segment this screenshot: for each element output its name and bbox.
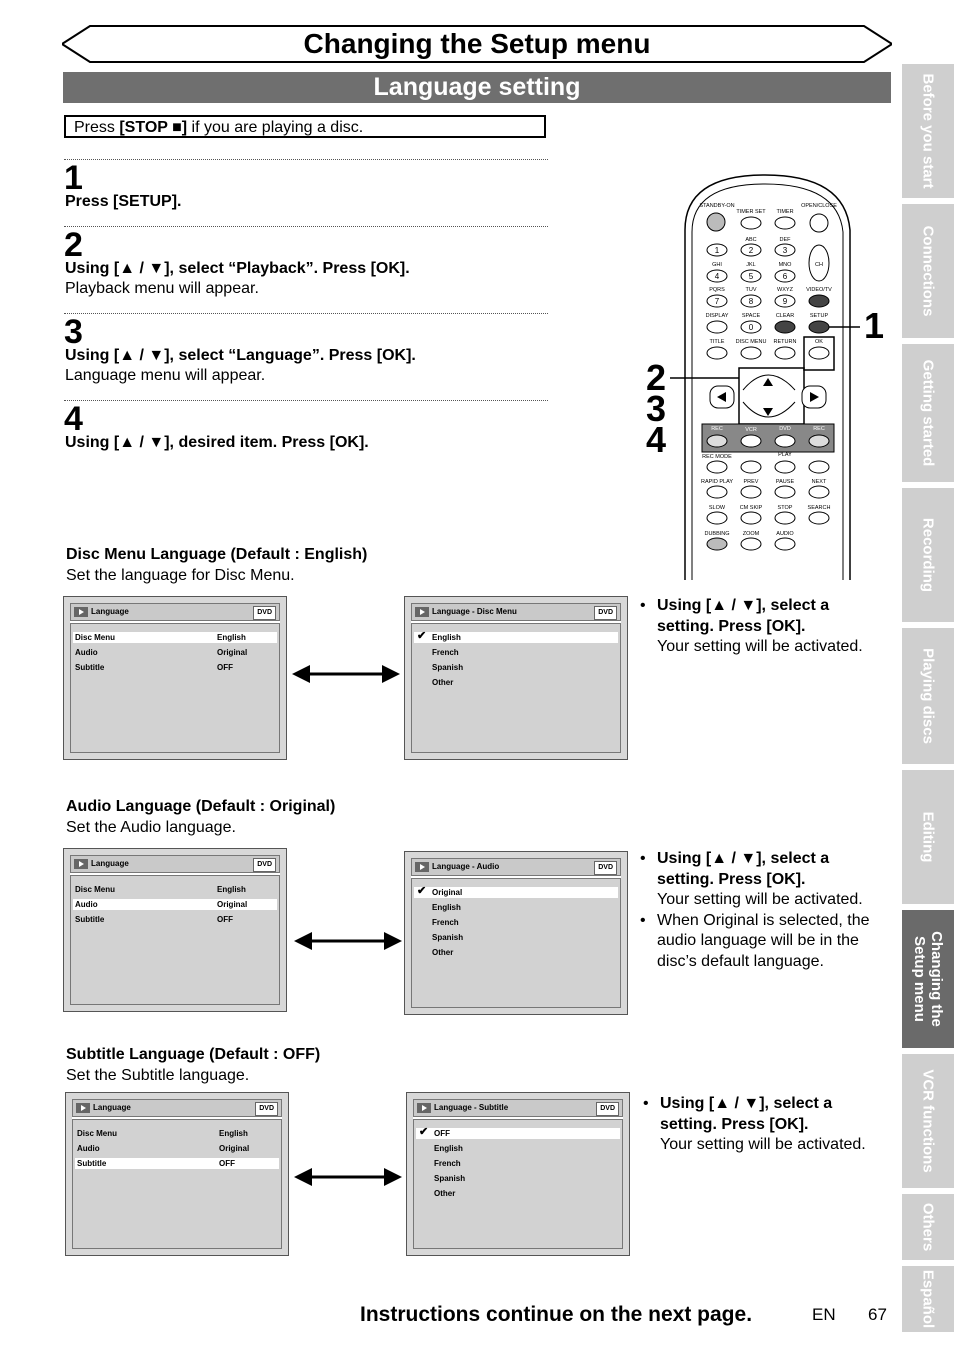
- option-row[interactable]: [414, 932, 618, 943]
- subsection-description: Set the language for Disc Menu.: [66, 567, 295, 584]
- disc-menu-button[interactable]: [741, 347, 761, 359]
- remote-label: TIMER: [776, 209, 794, 215]
- option-row[interactable]: [414, 947, 618, 958]
- step-number: 3: [64, 313, 83, 351]
- side-tab-connections[interactable]: [902, 204, 954, 338]
- step-number: 1: [64, 159, 83, 197]
- play-icon: [415, 862, 429, 872]
- dvd-badge: DVD: [253, 858, 276, 872]
- screen-header: [413, 1099, 623, 1117]
- bullet-item: [640, 849, 885, 911]
- option-row[interactable]: [414, 887, 618, 898]
- remote-label: SETUP: [809, 313, 829, 319]
- subsection-title: Subtitle Language (Default : OFF): [66, 1046, 321, 1063]
- option-row[interactable]: [416, 1173, 620, 1184]
- screen-title: Language - Audio: [432, 862, 500, 871]
- page-number: 67: [868, 1305, 887, 1324]
- stop-note: [64, 115, 546, 138]
- menu-row[interactable]: [73, 899, 277, 910]
- option-row[interactable]: [414, 917, 618, 928]
- subtitle-heading: [66, 1044, 320, 1086]
- play-icon: [415, 607, 429, 617]
- remote-label: JKL: [746, 262, 756, 268]
- row-label: Disc Menu: [75, 633, 116, 642]
- option-row[interactable]: [414, 677, 618, 688]
- option-label: OFF: [434, 1129, 450, 1138]
- row-value: English: [217, 633, 246, 642]
- step-2-instruction: Using [▲ / ▼], select “Playback”. Press [OK].: [65, 260, 410, 277]
- remote-label: REC: [711, 426, 723, 432]
- callout-1: 1: [864, 305, 885, 346]
- row-label: Audio: [75, 648, 98, 657]
- option-row[interactable]: [416, 1158, 620, 1169]
- step-4-instruction: Using [▲ / ▼], desired item. Press [OK].: [65, 434, 369, 451]
- remote-label: CLEAR: [775, 313, 795, 319]
- side-tab-label: Español: [919, 1269, 937, 1329]
- side-tab-label: Changing the Setup menu: [911, 931, 945, 1027]
- row-value: OFF: [219, 1159, 235, 1168]
- step-number: 4: [64, 400, 83, 438]
- bullet-text: Your setting will be activated.: [660, 1136, 866, 1153]
- row-label: Disc Menu: [77, 1129, 118, 1138]
- subsection-title: Audio Language (Default : Original): [66, 798, 336, 815]
- side-tab-label: Others: [919, 1202, 937, 1252]
- play-icon: [74, 859, 88, 869]
- row-value: OFF: [217, 915, 233, 924]
- remote-label: DUBBING: [704, 531, 730, 537]
- remote-label: PREV: [743, 479, 759, 485]
- bullet-text: When Original is selected, the audio language will be in the disc’s default language.: [657, 911, 870, 970]
- step-number: 2: [64, 226, 83, 264]
- side-tab-editing[interactable]: [902, 770, 954, 904]
- remote-control-illustration: [640, 160, 890, 580]
- remote-label: PQRS: [709, 287, 725, 293]
- side-tab-espanol[interactable]: [902, 1266, 954, 1332]
- option-label: French: [432, 648, 459, 657]
- menu-row[interactable]: [75, 1158, 279, 1169]
- digit-4-button[interactable]: 4: [714, 272, 720, 281]
- side-tab-label: Recording: [919, 517, 937, 593]
- divider: [64, 226, 548, 227]
- option-label: Original: [432, 888, 463, 897]
- side-tab-before-you-start[interactable]: [902, 64, 954, 198]
- remote-label: DVD: [779, 426, 791, 432]
- return-button[interactable]: [775, 347, 795, 359]
- remote-label: SLOW: [708, 505, 726, 511]
- screen-header: [411, 858, 621, 876]
- menu-row[interactable]: [75, 1128, 279, 1139]
- remote-label: OK: [815, 339, 823, 345]
- row-label: Audio: [75, 900, 98, 909]
- remote-label: OPEN/CLOSE: [801, 203, 837, 209]
- digit-7-button[interactable]: 7: [714, 297, 720, 306]
- row-value: English: [217, 885, 246, 894]
- checkmark-icon: ✔: [419, 1126, 429, 1138]
- timer-button[interactable]: [775, 217, 795, 229]
- remote-label: RETURN: [773, 339, 797, 345]
- audio-heading: [66, 796, 335, 838]
- side-tab-label: Getting started: [919, 359, 937, 467]
- subsection-description: Set the Audio language.: [66, 819, 236, 836]
- language-menu-screen: [63, 848, 287, 1012]
- dvd-badge: DVD: [255, 1102, 278, 1116]
- remote-label: WXYZ: [777, 287, 793, 293]
- checkmark-icon: ✔: [417, 885, 427, 897]
- open-close-button[interactable]: [810, 214, 828, 232]
- video-tv-button[interactable]: [809, 295, 829, 307]
- row-label: Disc Menu: [75, 885, 116, 894]
- menu-row[interactable]: [73, 884, 277, 895]
- menu-row[interactable]: [73, 632, 277, 643]
- side-tab-others[interactable]: [902, 1194, 954, 1260]
- clear-button[interactable]: [775, 321, 795, 333]
- digit-0-button[interactable]: 0: [748, 323, 754, 332]
- remote-label: RAPID PLAY: [701, 479, 733, 485]
- row-label: Subtitle: [75, 663, 105, 672]
- option-label: English: [432, 903, 461, 912]
- side-tab-vcr-functions[interactable]: [902, 1054, 954, 1188]
- language-code: EN: [812, 1305, 836, 1324]
- bullet-item: [643, 1094, 888, 1156]
- row-value: Original: [217, 648, 248, 657]
- side-tab-playing-discs[interactable]: [902, 628, 954, 764]
- digit-3-button[interactable]: 3: [782, 246, 788, 255]
- remote-label: MNO: [778, 262, 792, 268]
- step-4-text: [65, 433, 369, 453]
- option-row[interactable]: [414, 647, 618, 658]
- digit-5-button[interactable]: 5: [748, 272, 754, 281]
- row-label: Audio: [77, 1144, 100, 1153]
- option-row[interactable]: [416, 1143, 620, 1154]
- section-title: Language setting: [63, 72, 891, 103]
- remote-label: DEF: [779, 237, 791, 243]
- digit-6-button[interactable]: 6: [782, 272, 788, 281]
- double-arrow-icon: [292, 664, 400, 684]
- step-3-result: Language menu will appear.: [65, 367, 266, 384]
- side-tab-label: Before you start: [919, 73, 937, 189]
- option-label: French: [434, 1159, 461, 1168]
- dvd-badge: DVD: [594, 606, 617, 620]
- double-arrow-icon: [294, 1167, 402, 1187]
- remote-label: ZOOM: [742, 531, 760, 537]
- disc-menu-language-screen: [404, 596, 628, 760]
- remote-label: REC MODE: [702, 454, 732, 460]
- option-row[interactable]: [414, 632, 618, 643]
- continue-note: Instructions continue on the next page.: [360, 1303, 753, 1326]
- row-value: Original: [217, 900, 248, 909]
- title-button[interactable]: [707, 347, 727, 359]
- side-tab-recording[interactable]: [902, 488, 954, 622]
- bullet-bold: Using [▲ / ▼], select a setting. Press [OK].: [657, 850, 830, 888]
- option-label: Spanish: [434, 1174, 466, 1183]
- side-tab-label: Connections: [919, 225, 937, 317]
- setup-button[interactable]: [809, 321, 829, 333]
- subtitle-language-screen: [406, 1092, 630, 1256]
- side-tab-changing-setup-menu[interactable]: [902, 910, 954, 1048]
- remote-label: STANDBY-ON: [699, 203, 735, 209]
- remote-label: REC: [813, 426, 825, 432]
- ok-button[interactable]: [809, 347, 829, 359]
- option-label: English: [432, 633, 461, 642]
- option-row[interactable]: [414, 662, 618, 673]
- bullet-text: Your setting will be activated.: [657, 638, 863, 655]
- double-arrow-icon: [294, 931, 402, 951]
- option-label: English: [434, 1144, 463, 1153]
- subsection-title: Disc Menu Language (Default : English): [66, 546, 368, 563]
- remote-label: TIMER SET: [736, 209, 766, 215]
- screen-title: Language: [91, 859, 129, 868]
- step-2-result: Playback menu will appear.: [65, 280, 259, 297]
- dvd-badge: DVD: [253, 606, 276, 620]
- disc-menu-heading: [66, 544, 367, 586]
- play-icon: [417, 1103, 431, 1113]
- row-label: Subtitle: [75, 915, 105, 924]
- remote-label: GHI: [712, 262, 722, 268]
- remote-label: VIDEO/TV: [806, 287, 832, 293]
- side-tab-label: Editing: [919, 811, 937, 863]
- screen-title: Language: [91, 607, 129, 616]
- row-value: English: [219, 1129, 248, 1138]
- side-tab-label: VCR functions: [919, 1069, 937, 1173]
- dvd-badge: DVD: [594, 861, 617, 875]
- row-value: OFF: [217, 663, 233, 672]
- menu-row[interactable]: [75, 1143, 279, 1154]
- play-icon: [76, 1103, 90, 1113]
- divider: [64, 313, 548, 314]
- remote-label: SEARCH: [807, 505, 831, 511]
- remote-label: SPACE: [741, 313, 761, 319]
- remote-label: DISPLAY: [705, 313, 729, 319]
- timer-set-button[interactable]: [741, 217, 761, 229]
- stop-note-pre: Press: [74, 119, 120, 136]
- remote-label: STOP: [777, 505, 793, 511]
- digit-9-button[interactable]: 9: [782, 297, 788, 306]
- step-3-instruction: Using [▲ / ▼], select “Language”. Press [OK].: [65, 347, 416, 364]
- callout-3: 3: [646, 388, 667, 429]
- standby-button[interactable]: [707, 213, 725, 231]
- option-label: Spanish: [432, 933, 464, 942]
- option-label: Other: [432, 678, 454, 687]
- remote-label: TITLE: [709, 339, 725, 345]
- remote-label: CH: [815, 262, 823, 268]
- menu-row[interactable]: [73, 662, 277, 673]
- remote-label: PLAY: [778, 452, 792, 458]
- disc-menu-instructions: [640, 596, 885, 658]
- step-2-text: [65, 259, 410, 299]
- divider: [64, 159, 548, 160]
- dvd-button[interactable]: [775, 435, 795, 447]
- screen-header: [72, 1099, 282, 1117]
- remote-label: AUDIO: [776, 531, 794, 537]
- audio-instructions: [640, 849, 885, 972]
- stop-note-key: [STOP ■]: [119, 119, 188, 136]
- digit-8-button[interactable]: 8: [748, 297, 754, 306]
- option-row[interactable]: [416, 1188, 620, 1199]
- audio-language-screen: [404, 851, 628, 1015]
- option-row[interactable]: [416, 1128, 620, 1139]
- remote-label: TUV: [745, 287, 757, 293]
- remote-label: CM SKIP: [739, 505, 763, 511]
- bullet-item: [640, 911, 885, 973]
- stop-note-post: if you are playing a disc.: [187, 119, 364, 136]
- option-label: Other: [432, 948, 454, 957]
- digit-1-button[interactable]: 1: [714, 246, 720, 255]
- display-button[interactable]: [707, 321, 727, 333]
- screen-title: Language - Subtitle: [434, 1103, 509, 1112]
- option-label: French: [432, 918, 459, 927]
- divider: [64, 400, 548, 401]
- side-tab-label: Playing discs: [919, 648, 937, 744]
- dvd-badge: DVD: [596, 1102, 619, 1116]
- step-3-text: [65, 346, 416, 386]
- row-label: Subtitle: [77, 1159, 107, 1168]
- remote-label: PAUSE: [775, 479, 795, 485]
- bullet-bold: Using [▲ / ▼], select a setting. Press [OK].: [657, 597, 830, 635]
- subtitle-instructions: [643, 1094, 888, 1156]
- screen-title: Language: [93, 1103, 131, 1112]
- digit-2-button[interactable]: 2: [748, 246, 754, 255]
- language-menu-screen: [63, 596, 287, 760]
- play-icon: [74, 607, 88, 617]
- checkmark-icon: ✔: [417, 630, 427, 642]
- option-row[interactable]: [414, 902, 618, 913]
- remote-label: ABC: [745, 237, 757, 243]
- screen-header: [70, 603, 280, 621]
- row-value: Original: [219, 1144, 250, 1153]
- remote-label: VCR: [745, 427, 757, 433]
- bullet-bold: Using [▲ / ▼], select a setting. Press [OK].: [660, 1095, 833, 1133]
- rec-button[interactable]: [707, 435, 727, 447]
- step-1-instruction: Press [SETUP].: [65, 193, 182, 210]
- language-menu-screen: [65, 1092, 289, 1256]
- menu-row[interactable]: [73, 647, 277, 658]
- screen-title: Language - Disc Menu: [432, 607, 517, 616]
- vcr-button[interactable]: [741, 435, 761, 447]
- step-1-text: [65, 192, 181, 212]
- remote-label: NEXT: [811, 479, 827, 485]
- remote-label: DISC MENU: [735, 339, 767, 345]
- bullet-item: [640, 596, 885, 658]
- screen-header: [411, 603, 621, 621]
- callout-4: 4: [646, 419, 667, 460]
- subsection-description: Set the Subtitle language.: [66, 1067, 250, 1084]
- option-label: Spanish: [432, 663, 464, 672]
- side-tab-getting-started[interactable]: [902, 344, 954, 482]
- option-label: Other: [434, 1189, 456, 1198]
- callout-2: 2: [646, 357, 667, 398]
- menu-row[interactable]: [73, 914, 277, 925]
- bullet-text: Your setting will be activated.: [657, 891, 863, 908]
- page-title: Changing the Setup menu: [303, 28, 651, 59]
- rec-dvd-button[interactable]: [809, 435, 829, 447]
- screen-header: [70, 855, 280, 873]
